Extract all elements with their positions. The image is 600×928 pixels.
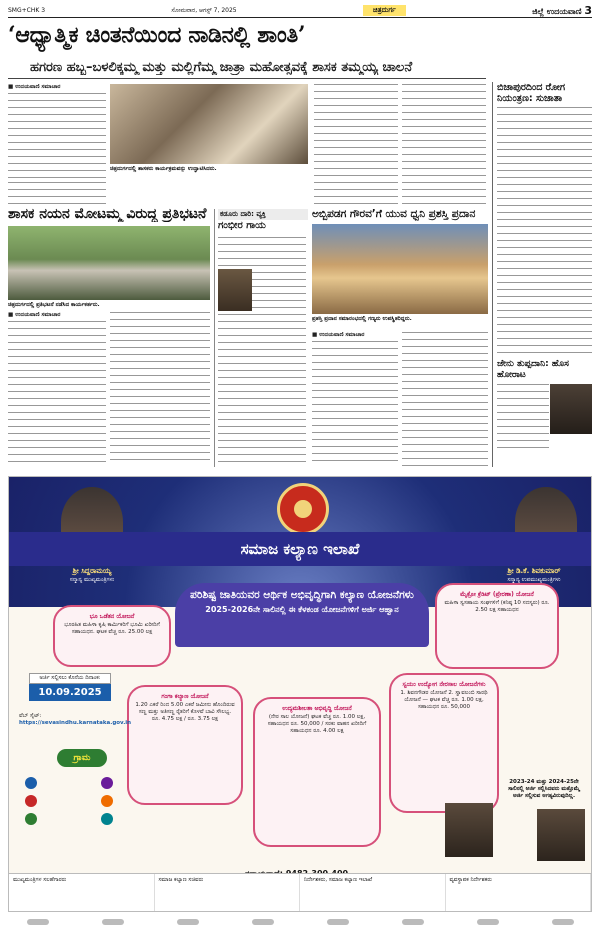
registration-mark xyxy=(477,919,499,925)
rule xyxy=(8,78,486,79)
scheme-petal-entrepreneur xyxy=(253,697,381,847)
registration-mark xyxy=(552,919,574,925)
right-column-headline: ಬಿಜಾಪುರದಿಂದ ರೋಗ ನಿಯಂತ್ರಣ: ಸುಜಾತಾ xyxy=(497,82,566,104)
editorial-kicker: ಕಡೂರು ದಾರಿ: ವ್ಯಕ್ತಿ xyxy=(218,209,308,220)
editorial-portrait xyxy=(218,269,252,311)
lead-body-col3 xyxy=(314,84,398,204)
scheme-title: ಪರಿಶಿಷ್ಟ ಜಾತಿಯವರ ಆರ್ಥಿಕ ಅಭಿವೃದ್ಧಿಗಾಗಿ ಕಲ್ಯಾಣ ಯೋಜನೆಗಳು xyxy=(190,589,414,601)
scheme-subtitle: 2025-2026ನೇ ಸಾಲಿನಲ್ಲಿ ಈ ಕೆಳಕಂಡ ಯೋಜನೆಗಳಿಗೆ ಅರ್ಜಿ ಆಹ್ವಾನ xyxy=(205,605,399,614)
government-advertisement xyxy=(8,476,592,912)
deadline-date: 10.09.2025 xyxy=(29,684,111,701)
registration-mark xyxy=(327,919,349,925)
info-icon xyxy=(25,813,37,825)
scheme-title-box xyxy=(175,583,429,647)
text-lines xyxy=(8,182,106,206)
registration-mark xyxy=(27,919,49,925)
info-icon xyxy=(101,795,113,807)
scheme-petal-title: ಮೈಕ್ರೋ ಕ್ರೆಡಿಟ್ (ಪ್ರೇರಣಾ) ಯೋಜನೆ xyxy=(460,591,534,598)
government-emblem-icon xyxy=(277,483,329,535)
right-column xyxy=(492,82,592,467)
info-icon xyxy=(25,777,37,789)
story3-photo xyxy=(312,224,488,314)
scheme-petal-body: ಮಹಿಳಾ ಸ್ವಸಹಾಯ ಸಂಘಗಳಿಗೆ (ಕನಿಷ್ಠ 10 ಸದಸ್ಯರು) ರೂ. 2.50 ಲಕ್ಷ ಸಹಾಯಧನ xyxy=(444,600,550,613)
leader-left-role: ಸನ್ಮಾನ್ಯ ಮುಖ್ಯಮಂತ್ರಿಗಳು xyxy=(69,577,115,583)
lead-body-col4 xyxy=(402,84,486,204)
text-lines xyxy=(402,84,486,204)
info-icon xyxy=(25,795,37,807)
scheme-petal-body: 1.20 ಎಕರೆ ರಿಂದ 5.00 ಎಕರೆ ಜಮೀನು ಹೊಂದಿರುವ ಸಣ್ಣ ಮತ್ತು ಅತಿಸಣ್ಣ ರೈತರಿಗೆ ಕೊಳವೆ ಬಾವಿ ಸೌಲಭ್ಯ. ರೂ. 4.75 ಲಕ್ಷ / ರೂ. 3.75 ಲಕ್ಷ xyxy=(135,702,235,722)
website-info xyxy=(19,713,139,727)
text-lines xyxy=(497,107,592,355)
scheme-petal-self-employment xyxy=(389,673,499,813)
scheme-petal-body: ಭೂರಹಿತ ಮಹಿಳಾ ಕೃಷಿ ಕಾರ್ಮಿಕರಿಗೆ ಭೂಮಿ ಖರೀದಿಗೆ ಸಹಾಯಧನ. ಘಟಕ ವೆಚ್ಚ ರೂ. 25.00 ಲಕ್ಷ xyxy=(64,622,160,635)
text-lines xyxy=(110,312,210,466)
scheme-petal-ganga xyxy=(127,685,243,805)
folio-section: ಚಿತ್ರದುರ್ಗ xyxy=(363,5,406,16)
ad-footer-item: ವ್ಯವಸ್ಥಾಪಕ ನಿರ್ದೇಶಕರು xyxy=(446,874,592,911)
story2-photo xyxy=(8,226,210,300)
website-link[interactable]: https://sevasindhu.karnataka.gov.in xyxy=(19,720,132,726)
story3-caption: ಪ್ರಶಸ್ತಿ ಪ್ರದಾನ ಸಮಾರಂಭದಲ್ಲಿ ಗಣ್ಯರು ಉಪಸ್ಥಿತರಿದ್ದರು. xyxy=(312,316,412,322)
text-lines xyxy=(497,384,549,454)
editorial-column xyxy=(214,209,308,467)
story3-headline: ಅಬ್ಬಿಪಡಗ ಗೌರವ’ಗೆ ಯುವ ಧ್ವನಿ ಪ್ರಶಸ್ತಿ ಪ್ರದಾನ xyxy=(312,208,476,220)
story3-byline: ■ ಉದಯವಾಣಿ ಸಮಾಚಾರ xyxy=(312,332,365,338)
right-column-body xyxy=(497,107,592,355)
grama-logo: ಗ್ರಾಮ xyxy=(57,749,107,767)
text-lines xyxy=(312,341,398,466)
folio-page-number: 3 xyxy=(584,4,592,17)
ad-footer xyxy=(9,873,591,911)
story2-headline: ಶಾಸಕ ನಯನ ಮೋಟಮ್ಮ ವಿರುದ್ಧ ಪ್ರತಿಭಟನೆ xyxy=(8,206,207,222)
story2-body-col2 xyxy=(110,312,210,466)
lead-body-col1 xyxy=(8,84,106,180)
scheme-petal-body: (ನೇರ ಸಾಲ ಯೋಜನೆ) ಘಟಕ ವೆಚ್ಚ ರೂ. 1.00 ಲಕ್ಷ, ಸಹಾಯಧನ ರೂ. 50,000 / ಸರಕು ವಾಹನ ಖರೀದಿಗೆ ಸಹಾಯಧನ ರೂ. 4.00 ಲಕ್ಷ xyxy=(267,714,367,734)
story2-caption: ಚಿತ್ರದುರ್ಗದಲ್ಲಿ ಪ್ರತಿಭಟನೆ ನಡೆಸಿದ ಕಾರ್ಯಕರ್ತರು. xyxy=(8,302,100,308)
scheme-petal-land xyxy=(53,605,171,667)
story2-body-col1 xyxy=(8,312,106,466)
right-column-second-headline: ಜೇನು ತುಪ್ಪದಾನಿ: ಹೊಸ ಹೋರಾಟ xyxy=(497,359,569,380)
folio-edition: SMG+CHK 3 xyxy=(8,7,46,14)
story2-byline: ■ ಉದಯವಾಣಿ ಸಮಾಚಾರ xyxy=(8,312,61,318)
print-registration-marks xyxy=(0,916,600,928)
lead-body-col1b xyxy=(8,182,106,206)
folio-brand: ಉದಯವಾಣಿ xyxy=(546,7,582,16)
page-folio xyxy=(8,4,592,18)
leader-right-role: ಸನ್ಮಾನ್ಯ ಉಪಮುಖ್ಯಮಂತ್ರಿಗಳು xyxy=(507,577,561,583)
scheme-petal-micro-credit xyxy=(435,583,559,669)
scheme-petal-title: ಭೂ ಒಡೆತನ ಯೋಜನೆ xyxy=(89,613,135,620)
folio-paper: ಜಿಲ್ಲೆ xyxy=(532,7,544,16)
story3-body-col1 xyxy=(312,332,398,466)
ad-footer-item: ನಿರ್ದೇಶಕರು, ಸಮಾಜ ಕಲ್ಯಾಣ ಇಲಾಖೆ xyxy=(300,874,446,911)
scheme-petal-title: ಉದ್ಯಮಶೀಲತಾ ಅಭಿವೃದ್ಧಿ ಯೋಜನೆ xyxy=(282,705,352,712)
text-lines xyxy=(8,93,106,180)
deadline-label: ಅರ್ಜಿ ಸಲ್ಲಿಸಲು ಕೊನೆಯ ದಿನಾಂಕ: xyxy=(29,673,111,684)
lead-photo xyxy=(110,84,308,164)
ad-footer-item: ಸಮಾಜ ಕಲ್ಯಾಣ ಸಚಿವರು xyxy=(155,874,301,911)
scheme-petal-title: ಗಂಗಾ ಕಲ್ಯಾಣ ಯೋಜನೆ xyxy=(161,693,209,700)
leader-right-name: ಶ್ರೀ ಡಿ.ಕೆ. ಶಿವಕುಮಾರ್ xyxy=(507,567,561,575)
registration-mark xyxy=(402,919,424,925)
website-label: ವೆಬ್ ಸೈಟ್: xyxy=(19,713,42,719)
leader-left-name: ಶ್ರೀ ಸಿದ್ದರಾಮಯ್ಯ xyxy=(72,567,112,575)
text-lines xyxy=(402,332,488,466)
scheme-petal-body: 1. ಶಿವನಗೌಡರ ಯೋಜನೆ 2. ಸ್ವಾವಲಂಬಿ ಸಾರಥಿ ಯೋಜನೆ — ಘಟಕ ವೆಚ್ಚ ರೂ. 1.00 ಲಕ್ಷ, ಸಹಾಯಧನ ರೂ. 50,000 xyxy=(400,690,488,710)
folio-date: ಸೋಮವಾರ, ಆಗಸ್ಟ್ 7, 2025 xyxy=(171,6,237,14)
ad-department-title: ಸಮಾಜ ಕಲ್ಯಾಣ ಇಲಾಖೆ xyxy=(9,532,591,566)
info-icon xyxy=(101,813,113,825)
registration-mark xyxy=(177,919,199,925)
reapply-note: 2023-24 ಮತ್ತು 2024-25ನೇ ಸಾಲಿನಲ್ಲಿ ಅರ್ಜಿ ಸಲ್ಲಿಸಿದವರು ಮತ್ತೊಮ್ಮೆ ಅರ್ಜಿ ಸಲ್ಲಿಸುವ ಅಗತ್ಯವಿರುವುದಿಲ್ಲ. xyxy=(508,779,580,799)
leader-left-label xyxy=(37,567,147,585)
lead-subhead: ಹಗರಣ ಹಬ್ಬ–ಬಳಲಿಕ್ಕಮ್ಮ ಮತ್ತು ಮಲ್ಲಿಗೆಮ್ಮ ಜಾತ್ರಾ ಮಹೋತ್ಸವಕ್ಕೆ ಶಾಸಕ ತಮ್ಮಯ್ಯ ಚಾಲನೆ xyxy=(30,60,413,75)
text-lines xyxy=(8,321,106,466)
story3-body-col2 xyxy=(402,332,488,466)
registration-mark xyxy=(252,919,274,925)
lead-headline: ‘ಆಧ್ಯಾತ್ಮಿಕ ಚಿಂತನೆಯಿಂದ ನಾಡಿನಲ್ಲಿ ಶಾಂತಿ’ xyxy=(8,22,306,48)
official-portrait xyxy=(537,809,585,861)
lead-caption: ಚಿತ್ರದುರ್ಗದಲ್ಲಿ ಶಾಸಕರು ಕಾರ್ಯಕ್ರಮವನ್ನು ಉದ್ಘಾಟಿಸಿದರು. xyxy=(110,166,217,172)
registration-mark xyxy=(102,919,124,925)
lead-byline: ■ ಉದಯವಾಣಿ ಸಮಾಚಾರ xyxy=(8,84,61,90)
official-portrait xyxy=(445,803,493,857)
info-icon xyxy=(101,777,113,789)
ad-footer-item: ಮುಖ್ಯಮಂತ್ರಿಗಳ ಸಲಹೆಗಾರರು xyxy=(9,874,155,911)
right-column-photo xyxy=(550,384,592,434)
deadline-box xyxy=(29,673,111,701)
text-lines xyxy=(314,84,398,204)
scheme-petal-title: ಸ್ವಯಂ ಉದ್ಯೋಗ ನೇರಸಾಲ ಯೋಜನೆಗಳು xyxy=(402,681,486,688)
right-column-body-2 xyxy=(497,384,592,454)
folio-masthead xyxy=(532,4,592,17)
editorial-title: ಗಂಭೀರ ಗಾಯ xyxy=(218,220,266,231)
